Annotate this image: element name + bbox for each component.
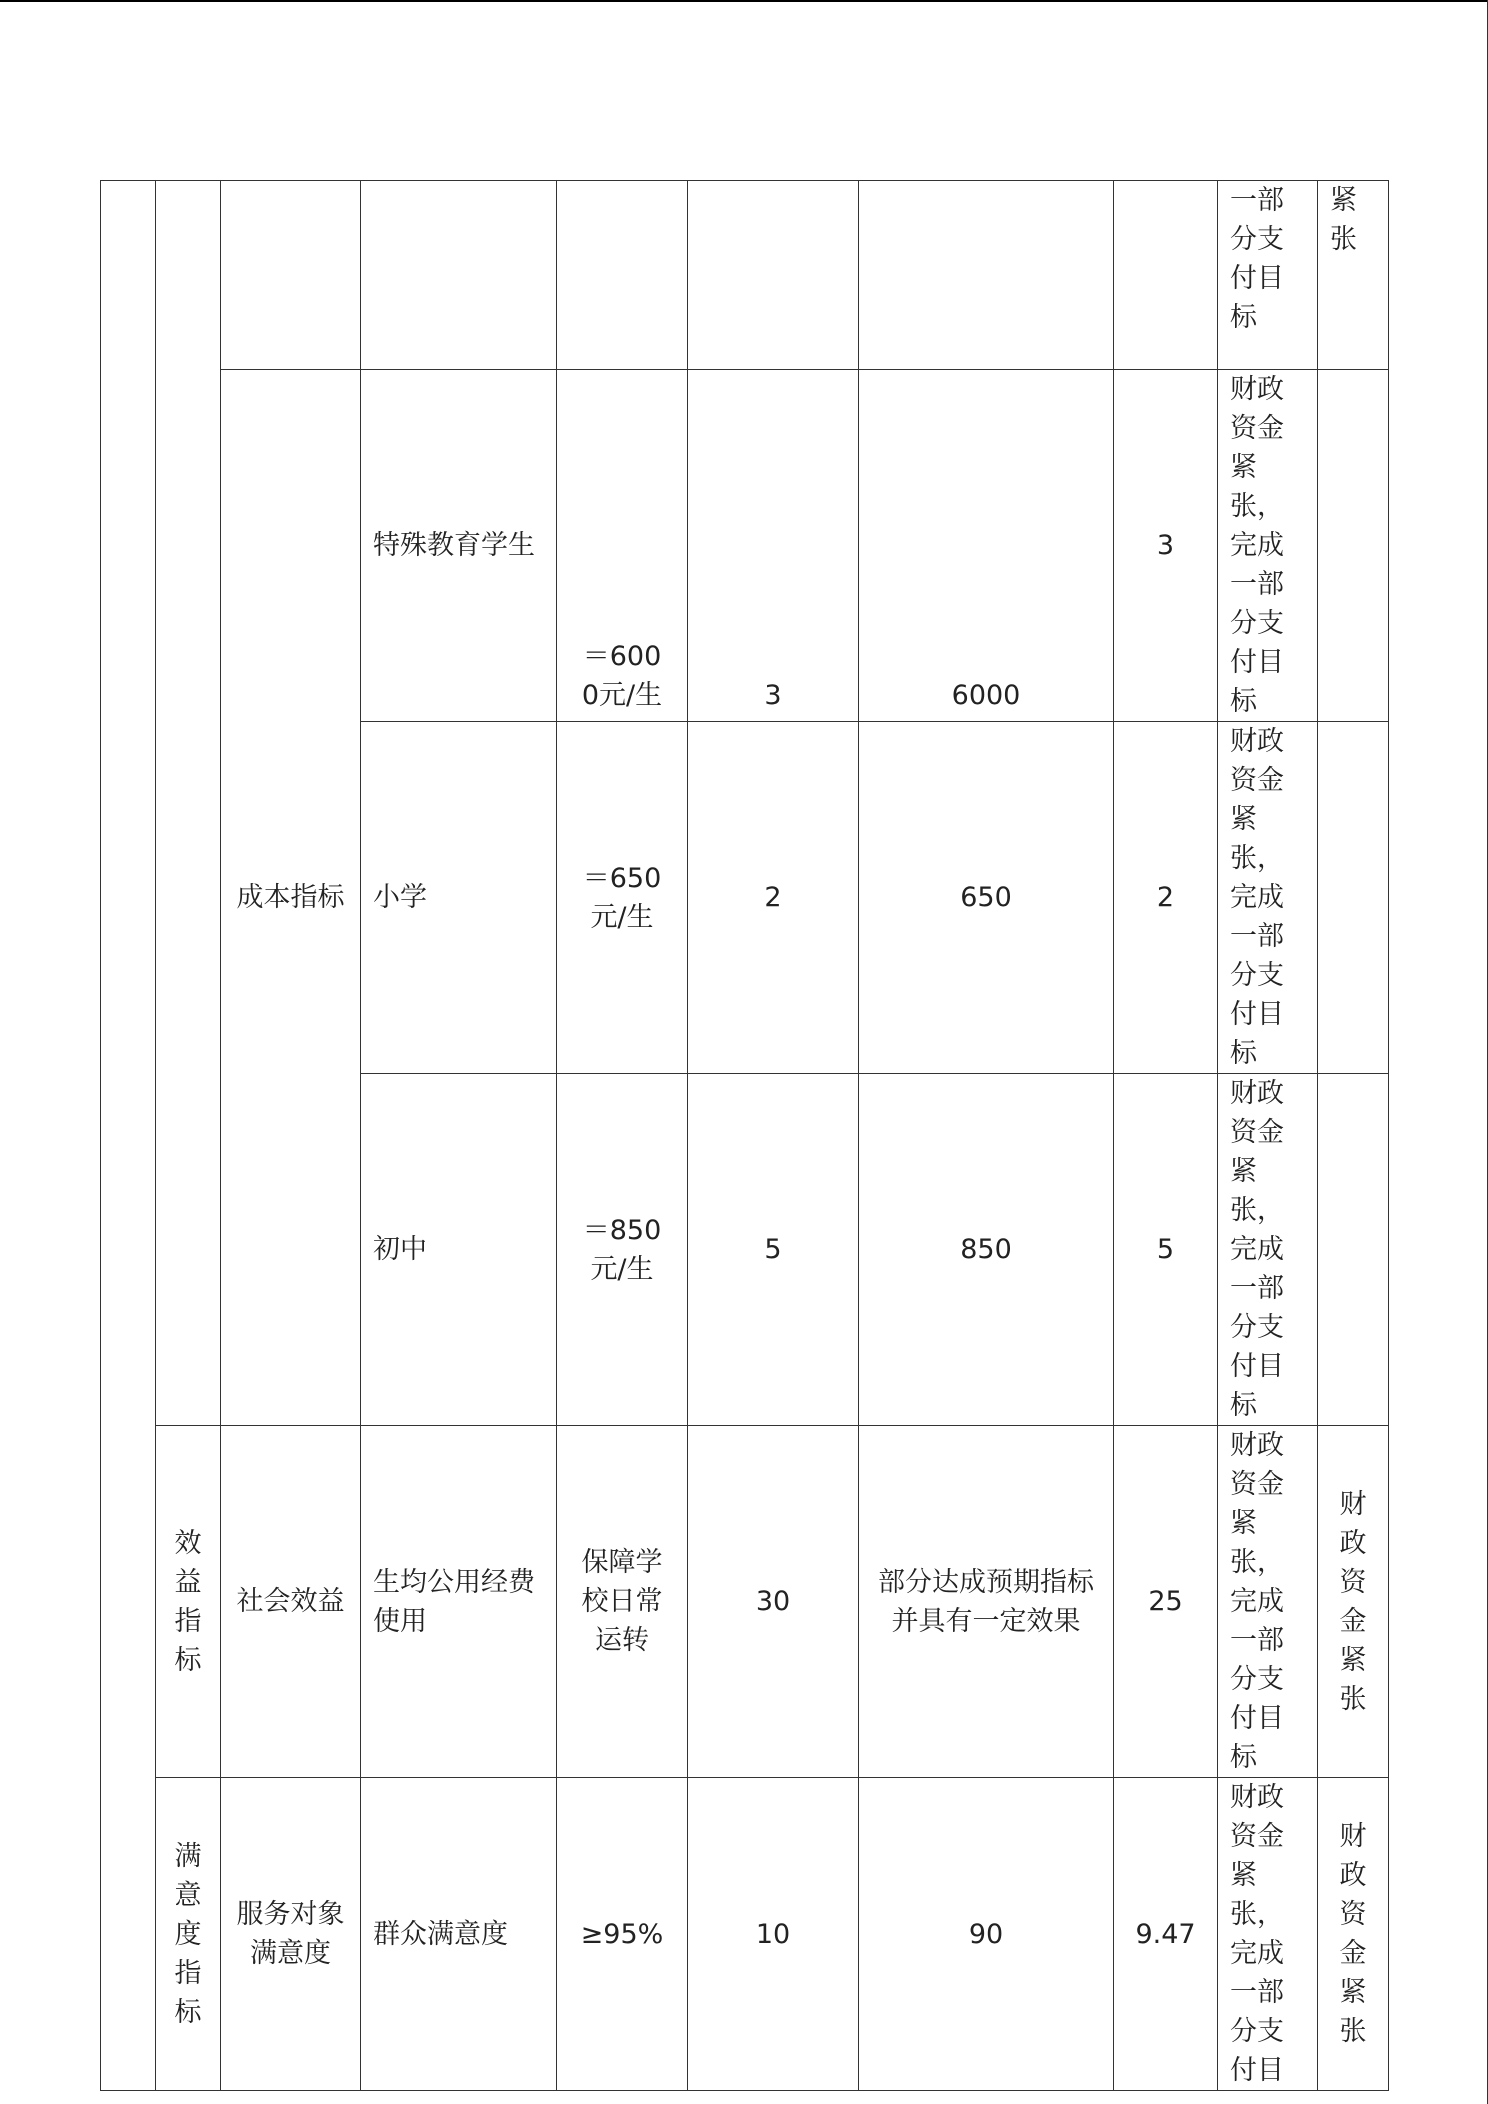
actual-cell: 90 (859, 1778, 1114, 2091)
group-cell-empty (156, 181, 221, 1426)
deviation-note-cell: 财政资金紧张，完成一部分支付目标 (1218, 370, 1318, 722)
page-top-border (0, 0, 1488, 2)
category-cell: 服务对象满意度 (221, 1778, 361, 2091)
reason-cell (1318, 722, 1389, 1074)
deviation-note-cell: 一部分支付目标 (1218, 181, 1318, 370)
score-cell: 5 (1114, 1074, 1218, 1426)
weight-cell: 10 (688, 1778, 859, 2091)
score-cell: 3 (1114, 370, 1218, 722)
reason-cell: 财政资金紧张 (1318, 1426, 1389, 1778)
table-row (101, 1426, 1389, 1778)
indicator-cell: 生均公用经费使用 (361, 1426, 557, 1778)
indicator-cell: 初中 (361, 1074, 557, 1426)
target-cell: ＝650元/生 (557, 722, 688, 1074)
indicator-cell: 小学 (361, 722, 557, 1074)
score-cell: 25 (1114, 1426, 1218, 1778)
weight-cell: 2 (688, 722, 859, 1074)
weight-cell: 5 (688, 1074, 859, 1426)
deviation-note-cell: 财政资金紧张，完成一部分支付目标 (1218, 1074, 1318, 1426)
indicator-cell: 特殊教育学生 (361, 370, 557, 722)
actual-cell: 650 (859, 722, 1114, 1074)
table-row (101, 1778, 1389, 2091)
target-cell: ＝850元/生 (557, 1074, 688, 1426)
table-row (101, 181, 1389, 370)
table-row (101, 370, 1389, 722)
deviation-note-cell: 财政资金紧张，完成一部分支付目标 (1218, 722, 1318, 1074)
deviation-note-cell: 财政资金紧张，完成一部分支付目标 (1218, 1426, 1318, 1778)
score-cell-empty (1114, 181, 1218, 370)
target-cell: ＝6000元/生 (557, 370, 688, 722)
reason-cell: 财政资金紧张 (1318, 1778, 1389, 2091)
reason-cell: 紧张 (1318, 181, 1389, 370)
group-cell: 效益指标 (156, 1426, 221, 1778)
reason-cell (1318, 370, 1389, 722)
deviation-note-cell: 财政资金紧张，完成一部分支付目 (1218, 1778, 1318, 2091)
weight-cell-empty (688, 181, 859, 370)
indicator-cell-empty (361, 181, 557, 370)
score-cell: 2 (1114, 722, 1218, 1074)
group-cell: 满意度指标 (156, 1778, 221, 2091)
actual-cell: 850 (859, 1074, 1114, 1426)
score-cell: 9.47 (1114, 1778, 1218, 2091)
weight-cell: 3 (688, 370, 859, 722)
reason-cell (1318, 1074, 1389, 1426)
target-cell: 保障学校日常运转 (557, 1426, 688, 1778)
performance-indicator-table (100, 180, 1389, 2091)
actual-cell: 部分达成预期指标并具有一定效果 (859, 1426, 1114, 1778)
category-cell: 成本指标 (221, 370, 361, 1426)
category-cell-empty (221, 181, 361, 370)
outer-category-cell (101, 181, 156, 2091)
actual-cell: 6000 (859, 370, 1114, 722)
target-cell-empty (557, 181, 688, 370)
indicator-cell: 群众满意度 (361, 1778, 557, 2091)
weight-cell: 30 (688, 1426, 859, 1778)
target-cell: ≥95% (557, 1778, 688, 2091)
category-cell: 社会效益 (221, 1426, 361, 1778)
actual-cell-empty (859, 181, 1114, 370)
